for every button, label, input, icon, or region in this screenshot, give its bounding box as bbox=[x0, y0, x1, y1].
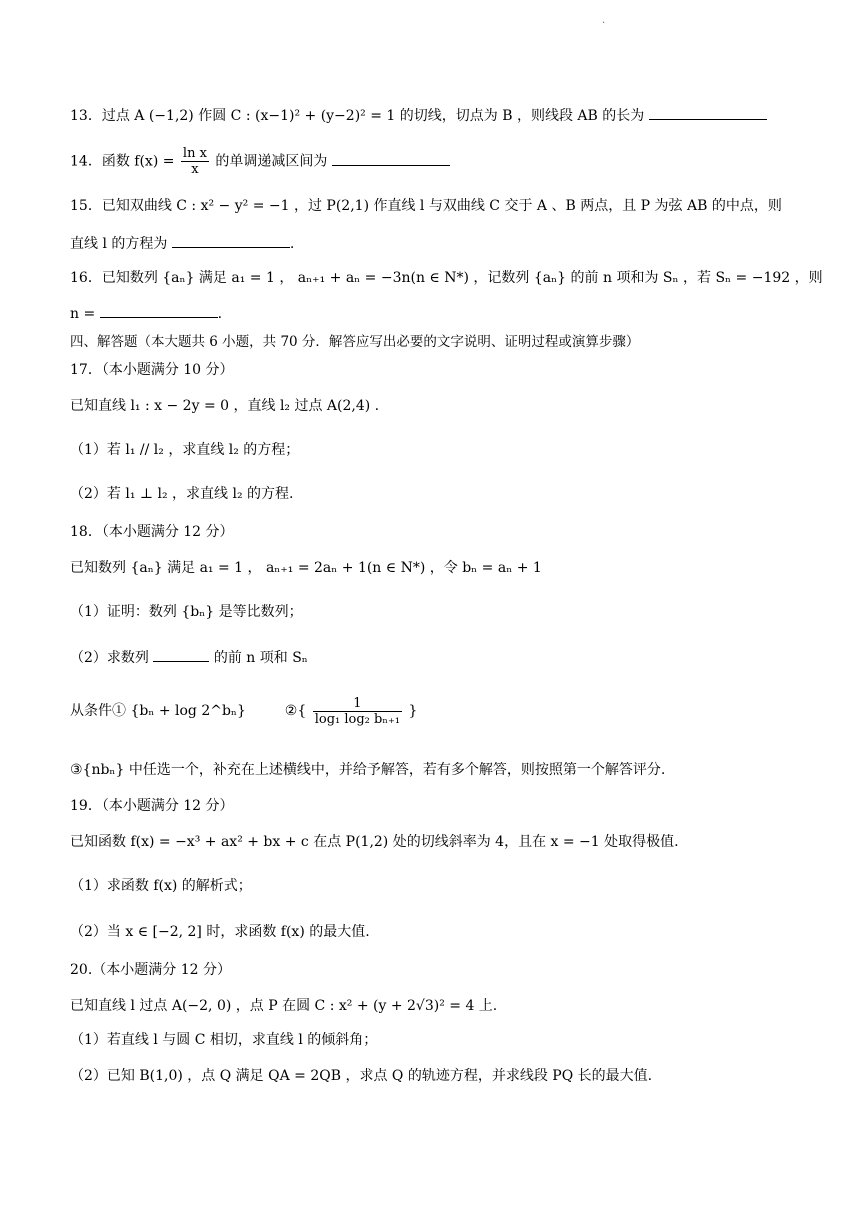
question-14 bbox=[70, 146, 450, 177]
q17-stem: 已知直线 l₁ : x − 2y = 0 ，直线 l₂ 过点 A(2,4) . bbox=[70, 398, 380, 414]
question-13 bbox=[70, 106, 767, 126]
q14-denominator: x bbox=[191, 162, 199, 177]
q18-conditions bbox=[70, 694, 417, 728]
q18-cond2-numerator: 1 bbox=[313, 696, 402, 712]
q19-title: 19．（本小题满分 12 分） bbox=[70, 798, 234, 814]
q20-stem: 已知直线 l 过点 A(−2, 0) ，点 P 在圆 C : x² + (y + 2√3)² = 4 上. bbox=[70, 998, 498, 1014]
q14-numerator: ln x bbox=[182, 146, 207, 161]
section-4-heading: 四、解答题（本大题共 6 小题，共 70 分．解答应写出必要的文字说明、证明过程或演算步骤） bbox=[70, 334, 640, 350]
q18-title: 18．（本小题满分 12 分） bbox=[70, 524, 234, 540]
q18-condition-2-open: ②{ bbox=[284, 703, 307, 719]
q18-part1: （1）证明：数列 {bₙ} 是等比数列； bbox=[70, 604, 303, 620]
q14-text: 的单调递减区间为 bbox=[215, 153, 328, 170]
q13-text: A (−1,2) 作圆 C : (x−1)² + (y−2)² = 1 的切线，切点为 B ，则线段 AB 的长为 bbox=[134, 108, 645, 124]
q19-part2: （2）当 x ∈ [−2, 2] 时，求函数 f(x) 的最大值. bbox=[70, 924, 370, 940]
header-mark: · bbox=[602, 18, 606, 29]
q18-condition-2-fraction bbox=[313, 696, 402, 727]
q13-answer-blank[interactable] bbox=[649, 107, 767, 120]
q18-condition-1: 从条件① {bₙ + log 2^bₙ} bbox=[70, 703, 246, 719]
q14-prefix: 14．函数 bbox=[70, 153, 130, 170]
q18-part2-a: （2）求数列 bbox=[70, 650, 149, 666]
q14-fx: f(x) = bbox=[134, 153, 175, 170]
q18-condition-3: ③{nbₙ} 中任选一个，补充在上述横线中，并给予解答，若有多个解答，则按照第一个解答评分. bbox=[70, 762, 666, 778]
q15-line2-text: 直线 l 的方程为 bbox=[70, 236, 168, 252]
q15-answer-blank[interactable] bbox=[172, 235, 290, 248]
question-15-line1: 15．已知双曲线 C : x² − y² = −1 ，过 P(2,1) 作直线 l 与双曲线 C 交于 A 、B 两点，且 P 为弦 AB 的中点，则 bbox=[70, 198, 782, 214]
q20-part2: （2）已知 B(1,0) ，点 Q 满足 QA = 2QB ，求点 Q 的轨迹方程，并求线段 PQ 长的最大值. bbox=[70, 1068, 653, 1084]
question-16-line2: n = . bbox=[70, 306, 223, 322]
q17-part1: （1）若 l₁ // l₂ ，求直线 l₂ 的方程； bbox=[70, 442, 300, 458]
q18-condition-2-close: } bbox=[408, 703, 418, 719]
q18-part2-b: 的前 n 项和 Sₙ bbox=[213, 650, 308, 666]
q19-part1: （1）求函数 f(x) 的解析式； bbox=[70, 878, 252, 894]
q16-answer-blank[interactable] bbox=[100, 305, 218, 318]
q18-fill-blank[interactable] bbox=[153, 649, 209, 662]
q17-part2: （2）若 l₁ ⊥ l₂ ，求直线 l₂ 的方程. bbox=[70, 486, 294, 502]
q18-stem: 已知数列 {aₙ} 满足 a₁ = 1 ， aₙ₊₁ = 2aₙ + 1(n ∈ N*) ，令 bₙ = aₙ + 1 bbox=[70, 560, 542, 576]
q20-title: 20.（本小题满分 12 分） bbox=[70, 962, 231, 978]
q20-part1: （1）若直线 l 与圆 C 相切，求直线 l 的倾斜角； bbox=[70, 1032, 378, 1048]
question-16-line1: 16．已知数列 {aₙ} 满足 a₁ = 1 ， aₙ₊₁ + aₙ = −3n(n ∈ N*) ，记数列 {aₙ} 的前 n 项和为 Sₙ ，若 Sₙ = −192 ，则 bbox=[70, 270, 823, 286]
q14-fraction bbox=[181, 146, 209, 177]
q17-title: 17．（本小题满分 10 分） bbox=[70, 362, 234, 378]
q18-cond2-denominator: log₁ log₂ bₙ₊₁ bbox=[314, 711, 401, 727]
question-15-line2: 直线 l 的方程为 . bbox=[70, 236, 295, 252]
q19-stem: 已知函数 f(x) = −x³ + ax² + bx + c 在点 P(1,2) 处的切线斜率为 4，且在 x = −1 处取得极值. bbox=[70, 834, 679, 850]
q18-part2 bbox=[70, 648, 308, 668]
q16-line2-text: n = bbox=[70, 306, 96, 322]
q13-prefix: 13．过点 bbox=[70, 108, 130, 124]
q14-answer-blank[interactable] bbox=[332, 153, 450, 166]
